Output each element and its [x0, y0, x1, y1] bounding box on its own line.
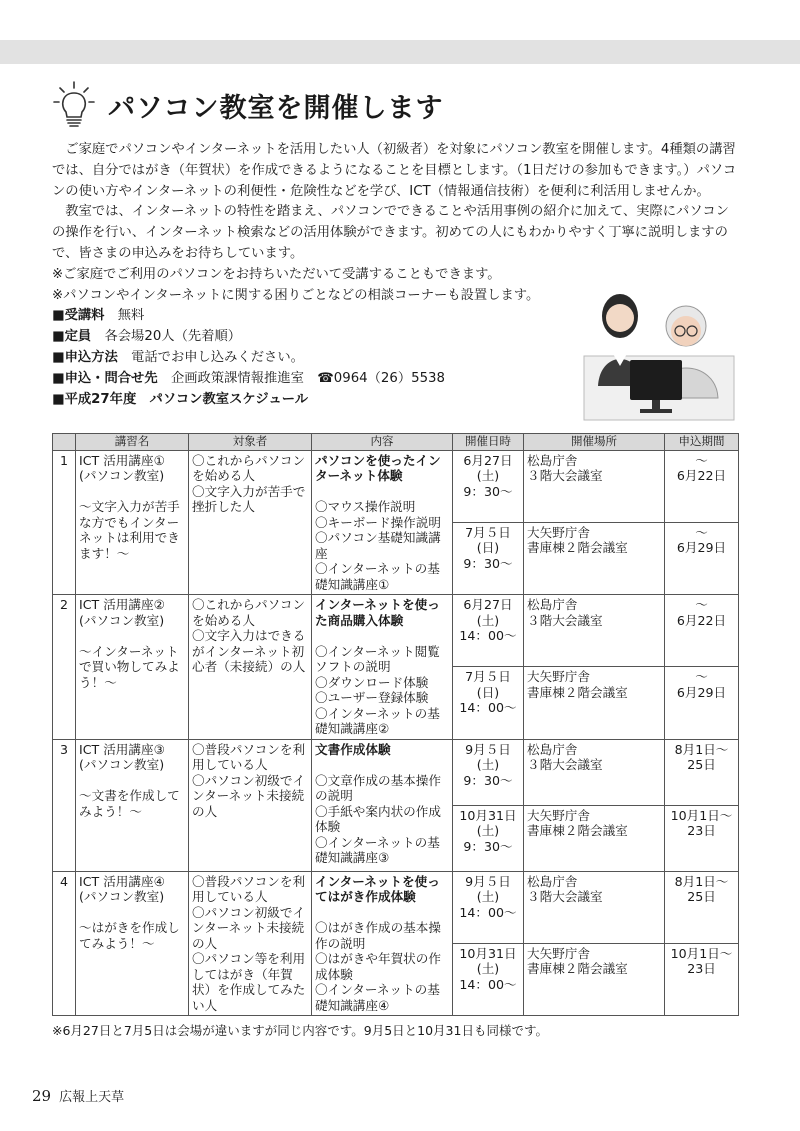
header-target: 対象者 [189, 434, 312, 451]
intro-paragraph-2: 教室では、インターネットの特性を踏まえ、パソコンでできることや活用事例の紹介に加えて、実際にパソコンの操作を行い、インターネット検索などの活用体験ができます。初めての人にもわかりやすく丁寧に説明しますので、皆さまの申込みをお待ちしています。 [52, 204, 729, 261]
content-title: インターネットを使った商品購入体験 [315, 597, 440, 628]
capacity-label: ■定員 [52, 329, 92, 345]
session-date: 10月31日 (土) 9：30～ [453, 805, 524, 871]
schedule-table [52, 433, 739, 1016]
session-place: 松島庁舎 ３階大会議室 [524, 450, 665, 522]
session-place: 大矢野庁舎 書庫棟２階会議室 [524, 805, 665, 871]
capacity-value: 各会場20人（先着順） [104, 329, 242, 345]
course-name: ICT 活用講座③ (パソコン教室) ～文書を作成してみよう！～ [76, 739, 189, 871]
session-date: 7月５日 (日) 14：00～ [453, 667, 524, 739]
content-items: 〇はがき作成の基本操作の説明 〇はがきや年賀状の作成体験 〇インターネットの基礎知識講座④ [315, 920, 441, 1013]
course-target: 〇これからパソコンを始める人 〇文字入力が苦手で挫折した人 [189, 450, 312, 595]
session-period: ～ 6月29日 [665, 522, 739, 594]
table-row [53, 450, 739, 522]
course-number: 1 [53, 450, 76, 595]
course-number: 3 [53, 739, 76, 871]
table-row [53, 739, 739, 805]
session-place: 松島庁舎 ３階大会議室 [524, 739, 665, 805]
header-date: 開催日時 [453, 434, 524, 451]
header-num [53, 434, 76, 451]
session-period: 10月1日～ 23日 [665, 943, 739, 1015]
course-target: 〇これからパソコンを始める人 〇文字入力はできるがインターネット初心者（未接続）の人 [189, 595, 312, 740]
header-place: 開催場所 [524, 434, 665, 451]
course-target: 〇普段パソコンを利用している人 〇パソコン初級でインターネット未接続の人 〇パソコン等を利用してはがき（年賀状）を作成してみたい人 [189, 871, 312, 1016]
content-title: 文書作成体験 [315, 741, 391, 757]
header-course: 講習名 [76, 434, 189, 451]
course-name: ICT 活用講座① (パソコン教室) ～文字入力が苦手な方でもインターネットは利用できます！～ [76, 450, 189, 595]
contact-label: ■申込・問合せ先 [52, 370, 158, 386]
publication-name: 広報上天草 [59, 1090, 125, 1105]
course-content [312, 871, 453, 1016]
course-name: ICT 活用講座④ (パソコン教室) ～はがきを作成してみよう！～ [76, 871, 189, 1016]
course-content [312, 739, 453, 871]
content-title: インターネットを使ってはがき作成体験 [315, 873, 440, 904]
content-items: 〇文章作成の基本操作の説明 〇手紙や案内状の作成体験 〇インターネットの基礎知識講座③ [315, 772, 441, 865]
session-period: 8月1日～ 25日 [665, 871, 739, 943]
table-header-row [53, 434, 739, 451]
session-place: 大矢野庁舎 書庫棟２階会議室 [524, 522, 665, 594]
content-items: 〇マウス操作説明 〇キーボード操作説明 〇パソコン基礎知識講座 〇インターネットの基礎知識講座① [315, 499, 441, 592]
note-1: ※ご家庭でご利用のパソコンをお持ちいただいて受講することもできます。 [52, 266, 501, 282]
course-content [312, 450, 453, 595]
apply-label: ■申込方法 [52, 349, 118, 365]
session-date: 9月５日 (土) 14：00～ [453, 871, 524, 943]
session-date: 6月27日 (土) 14：00～ [453, 595, 524, 667]
session-period: 10月1日～ 23日 [665, 805, 739, 871]
header-period: 申込期間 [665, 434, 739, 451]
session-period: ～ 6月29日 [665, 667, 739, 739]
schedule-heading: ■平成27年度 パソコン教室スケジュール [52, 391, 309, 407]
course-name: ICT 活用講座② (パソコン教室) ～インターネットで買い物してみよう！～ [76, 595, 189, 740]
session-place: 松島庁舎 ３階大会議室 [524, 871, 665, 943]
session-date: 9月５日 (土) 9：30～ [453, 739, 524, 805]
session-date: 7月５日 (日) 9：30～ [453, 522, 524, 594]
fee-label: ■受講料 [52, 308, 105, 324]
session-period: ～ 6月22日 [665, 595, 739, 667]
session-place: 大矢野庁舎 書庫棟２階会議室 [524, 943, 665, 1015]
course-target: 〇普段パソコンを利用している人 〇パソコン初级でインターネット未接続の人 [189, 739, 312, 871]
lightbulb-icon [52, 80, 96, 130]
computer-lesson-illustration [582, 286, 740, 426]
session-date: 10月31日 (土) 14：00～ [453, 943, 524, 1015]
table-row [53, 595, 739, 667]
course-number: 2 [53, 595, 76, 740]
page-number: 29 [32, 1087, 52, 1105]
fee-value: 無料 [117, 308, 145, 324]
session-period: 8月1日～ 25日 [665, 739, 739, 805]
content-items: 〇インターネット閲覧ソフトの説明 〇ダウンロード体験 〇ユーザー登録体験 〇インターネットの基礎知識講座② [315, 643, 440, 736]
intro-paragraph-1: ご家庭でパソコンやインターネットを活用したい人（初級者）を対象にパソコン教室を開催します。4種類の講習では、自分ではがき（年賀状）を作成できるようになることを目標とします。（1日だけの参加もできます。）パソコンの使い方やインターネットの利便性・危険性などを学び、ICT（情報通信技術）を便利に利活用しませんか。 [52, 142, 737, 199]
session-date: 6月27日 (土) 9：30～ [453, 450, 524, 522]
contact-value: 企画政策課情報推進室 ☎0964（26）5538 [170, 370, 445, 386]
course-number: 4 [53, 871, 76, 1016]
note-2: ※パソコンやインターネットに関する困りごとなどの相談コーナーも設置します。 [52, 287, 540, 303]
session-place: 松島庁舎 ３階大会議室 [524, 595, 665, 667]
table-row [53, 871, 739, 943]
page-footer [32, 1086, 124, 1105]
course-content [312, 595, 453, 740]
session-place: 大矢野庁舎 書庫棟２階会議室 [524, 667, 665, 739]
header-band [0, 40, 800, 64]
content-title: パソコンを使ったインターネット体験 [315, 452, 441, 483]
session-period: ～ 6月22日 [665, 450, 739, 522]
schedule-footnote: ※6月27日と7月5日は会場が違いますが同じ内容です。9月5日と10月31日も同様です。 [52, 1023, 548, 1038]
page-title: パソコン教室を開催します [108, 92, 444, 124]
apply-value: 電話でお申し込みください。 [131, 349, 304, 365]
header-content: 内容 [312, 434, 453, 451]
title-block [52, 80, 443, 130]
